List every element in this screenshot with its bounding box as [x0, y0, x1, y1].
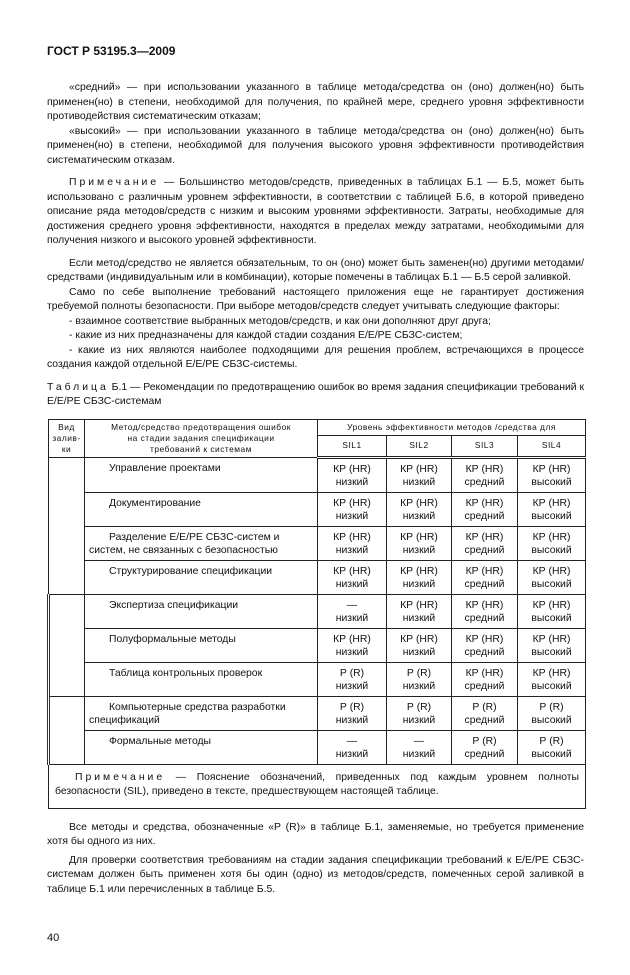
effectiveness: средний	[464, 748, 505, 760]
recommendation: —	[413, 735, 425, 747]
method-name: Управление проектами	[109, 462, 221, 474]
header-sil4: SIL4	[518, 436, 586, 457]
header-method: Метод/средство предотвращения ошибок на стадии задания спецификации требований к системам	[85, 419, 318, 457]
table-note-text: — Пояснение обозначений, приведенных под каждым уровнем полноты безопасности (SIL), приведено в тексте, предшествующем настоящей таблице.	[55, 771, 580, 797]
header-sil1: SIL1	[318, 436, 387, 457]
recommendation: КР (HR)	[532, 565, 571, 577]
header-fill-type: Вид залив-ки	[49, 419, 85, 457]
fill-type-cell	[49, 696, 85, 764]
recommendation: КР (HR)	[532, 633, 571, 645]
sil1-cell	[318, 662, 387, 696]
sil1-cell	[318, 560, 387, 594]
effectiveness: высокий	[531, 510, 572, 522]
recommendation: Р (R)	[339, 701, 365, 713]
method-cell	[85, 492, 318, 526]
recommendation: Р (R)	[472, 701, 497, 713]
recommendation: КР (HR)	[532, 599, 571, 611]
effectiveness: средний	[464, 476, 505, 488]
sil3-cell	[452, 662, 518, 696]
sil1-cell	[318, 696, 387, 730]
recommendation: КР (HR)	[465, 667, 504, 679]
sil4-cell	[518, 730, 586, 764]
recommendation: Р (R)	[539, 735, 564, 747]
recommendation: КР (HR)	[532, 463, 571, 475]
table-caption	[47, 381, 584, 410]
sil2-cell	[387, 730, 452, 764]
caption-label: Таблица	[47, 381, 109, 393]
sil2-cell	[387, 526, 452, 560]
effectiveness: высокий	[531, 544, 572, 556]
intro-section	[47, 81, 584, 410]
effectiveness: высокий	[531, 612, 572, 624]
sil1-cell	[318, 526, 387, 560]
effectiveness: низкий	[402, 680, 436, 692]
method-name: Структурирование спецификации	[109, 565, 273, 577]
effectiveness: низкий	[402, 578, 436, 590]
effectiveness: высокий	[531, 748, 572, 760]
effectiveness: высокий	[531, 476, 572, 488]
table-row	[49, 492, 586, 526]
sil3-cell	[452, 492, 518, 526]
recommendation: КР (HR)	[333, 633, 371, 645]
table-row	[49, 730, 586, 764]
effectiveness: низкий	[335, 612, 369, 624]
paragraph-verification: Для проверки соответствия требованиям на стадии задания спецификации требований к Е/Е/РЕ СБЗС-системам должен быть применен хотя бы один (одно) из методов/средств, помеченных серой заливкой в таблице Б.1 или перечисленных в таблице Б.5.	[47, 854, 584, 895]
effectiveness: низкий	[335, 476, 369, 488]
method-name: Документирование	[109, 497, 201, 509]
effectiveness: низкий	[402, 544, 436, 556]
effectiveness: низкий	[335, 646, 369, 658]
header-level: Уровень эффективности методов /средства для	[318, 419, 586, 436]
sil3-cell	[452, 560, 518, 594]
recommendation: КР (HR)	[465, 531, 504, 543]
recommendation: Р (R)	[339, 667, 365, 679]
fill-type-cell	[49, 457, 85, 594]
recommendation: Р (R)	[406, 667, 432, 679]
paragraph-factors: Само по себе выполнение требований настоящего приложения еще не гарантирует достижения требуемой полноты безопасности. При выборе методов/средств следует учитывать следующие факторы:	[47, 286, 584, 312]
method-name: Компьютерные средства разработки спецификаций	[89, 701, 286, 726]
sil2-cell	[387, 492, 452, 526]
recommendation: —	[346, 735, 358, 747]
effectiveness: средний	[464, 612, 505, 624]
recommendation: КР (HR)	[400, 599, 438, 611]
document-header: ГОСТ Р 53195.3—2009	[47, 44, 176, 58]
table-row	[49, 696, 586, 730]
table-note-label: Примечание	[75, 771, 166, 783]
effectiveness: низкий	[402, 748, 436, 760]
sil4-cell	[518, 457, 586, 492]
sil4-cell	[518, 526, 586, 560]
sil3-cell	[452, 594, 518, 628]
recommendation: КР (HR)	[532, 497, 571, 509]
sil3-cell	[452, 457, 518, 492]
effectiveness: средний	[464, 680, 505, 692]
sil3-cell	[452, 628, 518, 662]
outro-section	[47, 821, 584, 898]
sil2-cell	[387, 628, 452, 662]
method-name: Полуформальные методы	[109, 633, 236, 645]
recommendation: КР (HR)	[333, 463, 371, 475]
effectiveness: низкий	[335, 578, 369, 590]
bullet-item: - взаимное соответствие выбранных методов/средств, и как они дополняют друг друга;	[69, 315, 491, 327]
effectiveness: средний	[464, 510, 505, 522]
effectiveness: низкий	[335, 680, 369, 692]
table-row	[49, 526, 586, 560]
method-cell	[85, 560, 318, 594]
table-row	[49, 662, 586, 696]
effectiveness: средний	[464, 544, 505, 556]
sil4-cell	[518, 628, 586, 662]
method-name: Таблица контрольных проверок	[109, 667, 263, 679]
method-cell	[85, 696, 318, 730]
sil4-cell	[518, 662, 586, 696]
recommendation: Р (R)	[472, 735, 497, 747]
method-cell	[85, 526, 318, 560]
sil1-cell	[318, 457, 387, 492]
effectiveness: высокий	[531, 578, 572, 590]
effectiveness: высокий	[531, 680, 572, 692]
effectiveness: средний	[464, 646, 505, 658]
table-row	[49, 457, 586, 492]
paragraph-high-definition: «высокий» — при использовании указанного в таблице метода/средства он (оно) должен(но) быть применен(но) в степени, необходимой для получения высокого уровня эффективности противодействия систематическим отказам.	[47, 125, 584, 166]
recommendation: КР (HR)	[465, 497, 504, 509]
effectiveness: низкий	[335, 544, 369, 556]
paragraph-replaceable: Все методы и средства, обозначенные «Р (R)» в таблице Б.1, заменяемые, но требуется применение хотя бы одного из них.	[47, 821, 584, 847]
effectiveness: низкий	[402, 646, 436, 658]
table-b1	[47, 419, 586, 809]
effectiveness: высокий	[531, 646, 572, 658]
sil2-cell	[387, 560, 452, 594]
method-name: Экспертиза спецификации	[109, 599, 239, 611]
paragraph-medium-definition: «средний» — при использовании указанного в таблице метода/средства он (оно) должен(но) быть применен(но) в степени, необходимой для получения, по крайней мере, среднего уровня эффективности противодействия систематическим отказам;	[47, 82, 584, 122]
effectiveness: низкий	[335, 510, 369, 522]
recommendation: —	[346, 599, 358, 611]
method-name: Формальные методы	[109, 735, 212, 747]
recommendation: КР (HR)	[400, 463, 438, 475]
sil2-cell	[387, 662, 452, 696]
page-number: 40	[47, 932, 60, 944]
method-cell	[85, 662, 318, 696]
sil1-cell	[318, 628, 387, 662]
document-page	[47, 0, 584, 975]
recommendation: КР (HR)	[532, 531, 571, 543]
sil4-cell	[518, 696, 586, 730]
effectiveness: высокий	[531, 714, 572, 726]
sil1-cell	[318, 492, 387, 526]
recommendation: КР (HR)	[465, 633, 504, 645]
sil2-cell	[387, 457, 452, 492]
recommendation: КР (HR)	[400, 633, 438, 645]
recommendation: Р (R)	[539, 701, 564, 713]
recommendation: КР (HR)	[465, 565, 504, 577]
intro-note	[47, 176, 584, 249]
header-sil2: SIL2	[387, 436, 452, 457]
sil2-cell	[387, 594, 452, 628]
header-sil3: SIL3	[452, 436, 518, 457]
method-cell	[85, 457, 318, 492]
recommendation: КР (HR)	[532, 667, 571, 679]
effectiveness: низкий	[335, 714, 369, 726]
sil1-cell	[318, 730, 387, 764]
fill-type-cell	[49, 594, 85, 696]
recommendation: КР (HR)	[400, 531, 438, 543]
recommendation: КР (HR)	[400, 497, 438, 509]
bullet-item: - какие из них предназначены для каждой стадии создания Е/Е/РЕ СБЗС-систем;	[69, 330, 463, 341]
table-row	[49, 628, 586, 662]
effectiveness: средний	[464, 578, 505, 590]
sil4-cell	[518, 492, 586, 526]
method-cell	[85, 628, 318, 662]
bullet-item: - какие из них являются наиболее подходящими для решения проблем, встречающихся в процессе создания каждой отдельной Е/Е/РЕ СБЗС-системы.	[47, 344, 584, 370]
caption-text: Б.1 — Рекомендации по предотвращению ошибок во время задания спецификации требований к Е/Е/РЕ СБЗС-системам	[47, 381, 584, 407]
table-note	[49, 764, 586, 808]
recommendation: КР (HR)	[400, 565, 438, 577]
sil2-cell	[387, 696, 452, 730]
table-row	[49, 560, 586, 594]
method-cell	[85, 730, 318, 764]
effectiveness: средний	[464, 714, 505, 726]
recommendation: Р (R)	[406, 701, 432, 713]
recommendation: КР (HR)	[465, 599, 504, 611]
recommendation: КР (HR)	[333, 565, 371, 577]
sil4-cell	[518, 560, 586, 594]
sil3-cell	[452, 696, 518, 730]
method-name: Разделение Е/Е/РЕ СБЗС-систем и систем, не связанных с безопасностью	[89, 531, 280, 556]
note-text: — Большинство методов/средств, приведенных в таблицах Б.1 — Б.5, может быть использовано с различным уровнем эффективности, в соответствии с таблицей Б.6, в которой приведено описание ряда методов/средств с низким и высоким уровнями эффективности. Затраты, необходимые для достижения среднего уровня эффективности, находятся в пределах между затратами, необходимыми для получения низкого и высокого уровней эффективности.	[47, 177, 584, 246]
note-label: Примечание	[69, 177, 160, 188]
paragraph-optional: Если метод/средство не является обязательным, то он (оно) может быть заменен(но) другими методами/средствами (индивидуальным или в комбинации), которые помечены в таблицах Б.1 — Б.5 серой заливкой.	[47, 257, 584, 283]
recommendation: КР (HR)	[333, 531, 371, 543]
sil1-cell	[318, 594, 387, 628]
sil3-cell	[452, 730, 518, 764]
recommendation: КР (HR)	[333, 497, 371, 509]
effectiveness: низкий	[402, 612, 436, 624]
sil4-cell	[518, 594, 586, 628]
sil3-cell	[452, 526, 518, 560]
effectiveness: низкий	[402, 714, 436, 726]
effectiveness: низкий	[402, 510, 436, 522]
effectiveness: низкий	[335, 748, 369, 760]
table-row	[49, 594, 586, 628]
effectiveness: низкий	[402, 476, 436, 488]
method-cell	[85, 594, 318, 628]
recommendation: КР (HR)	[465, 463, 504, 475]
